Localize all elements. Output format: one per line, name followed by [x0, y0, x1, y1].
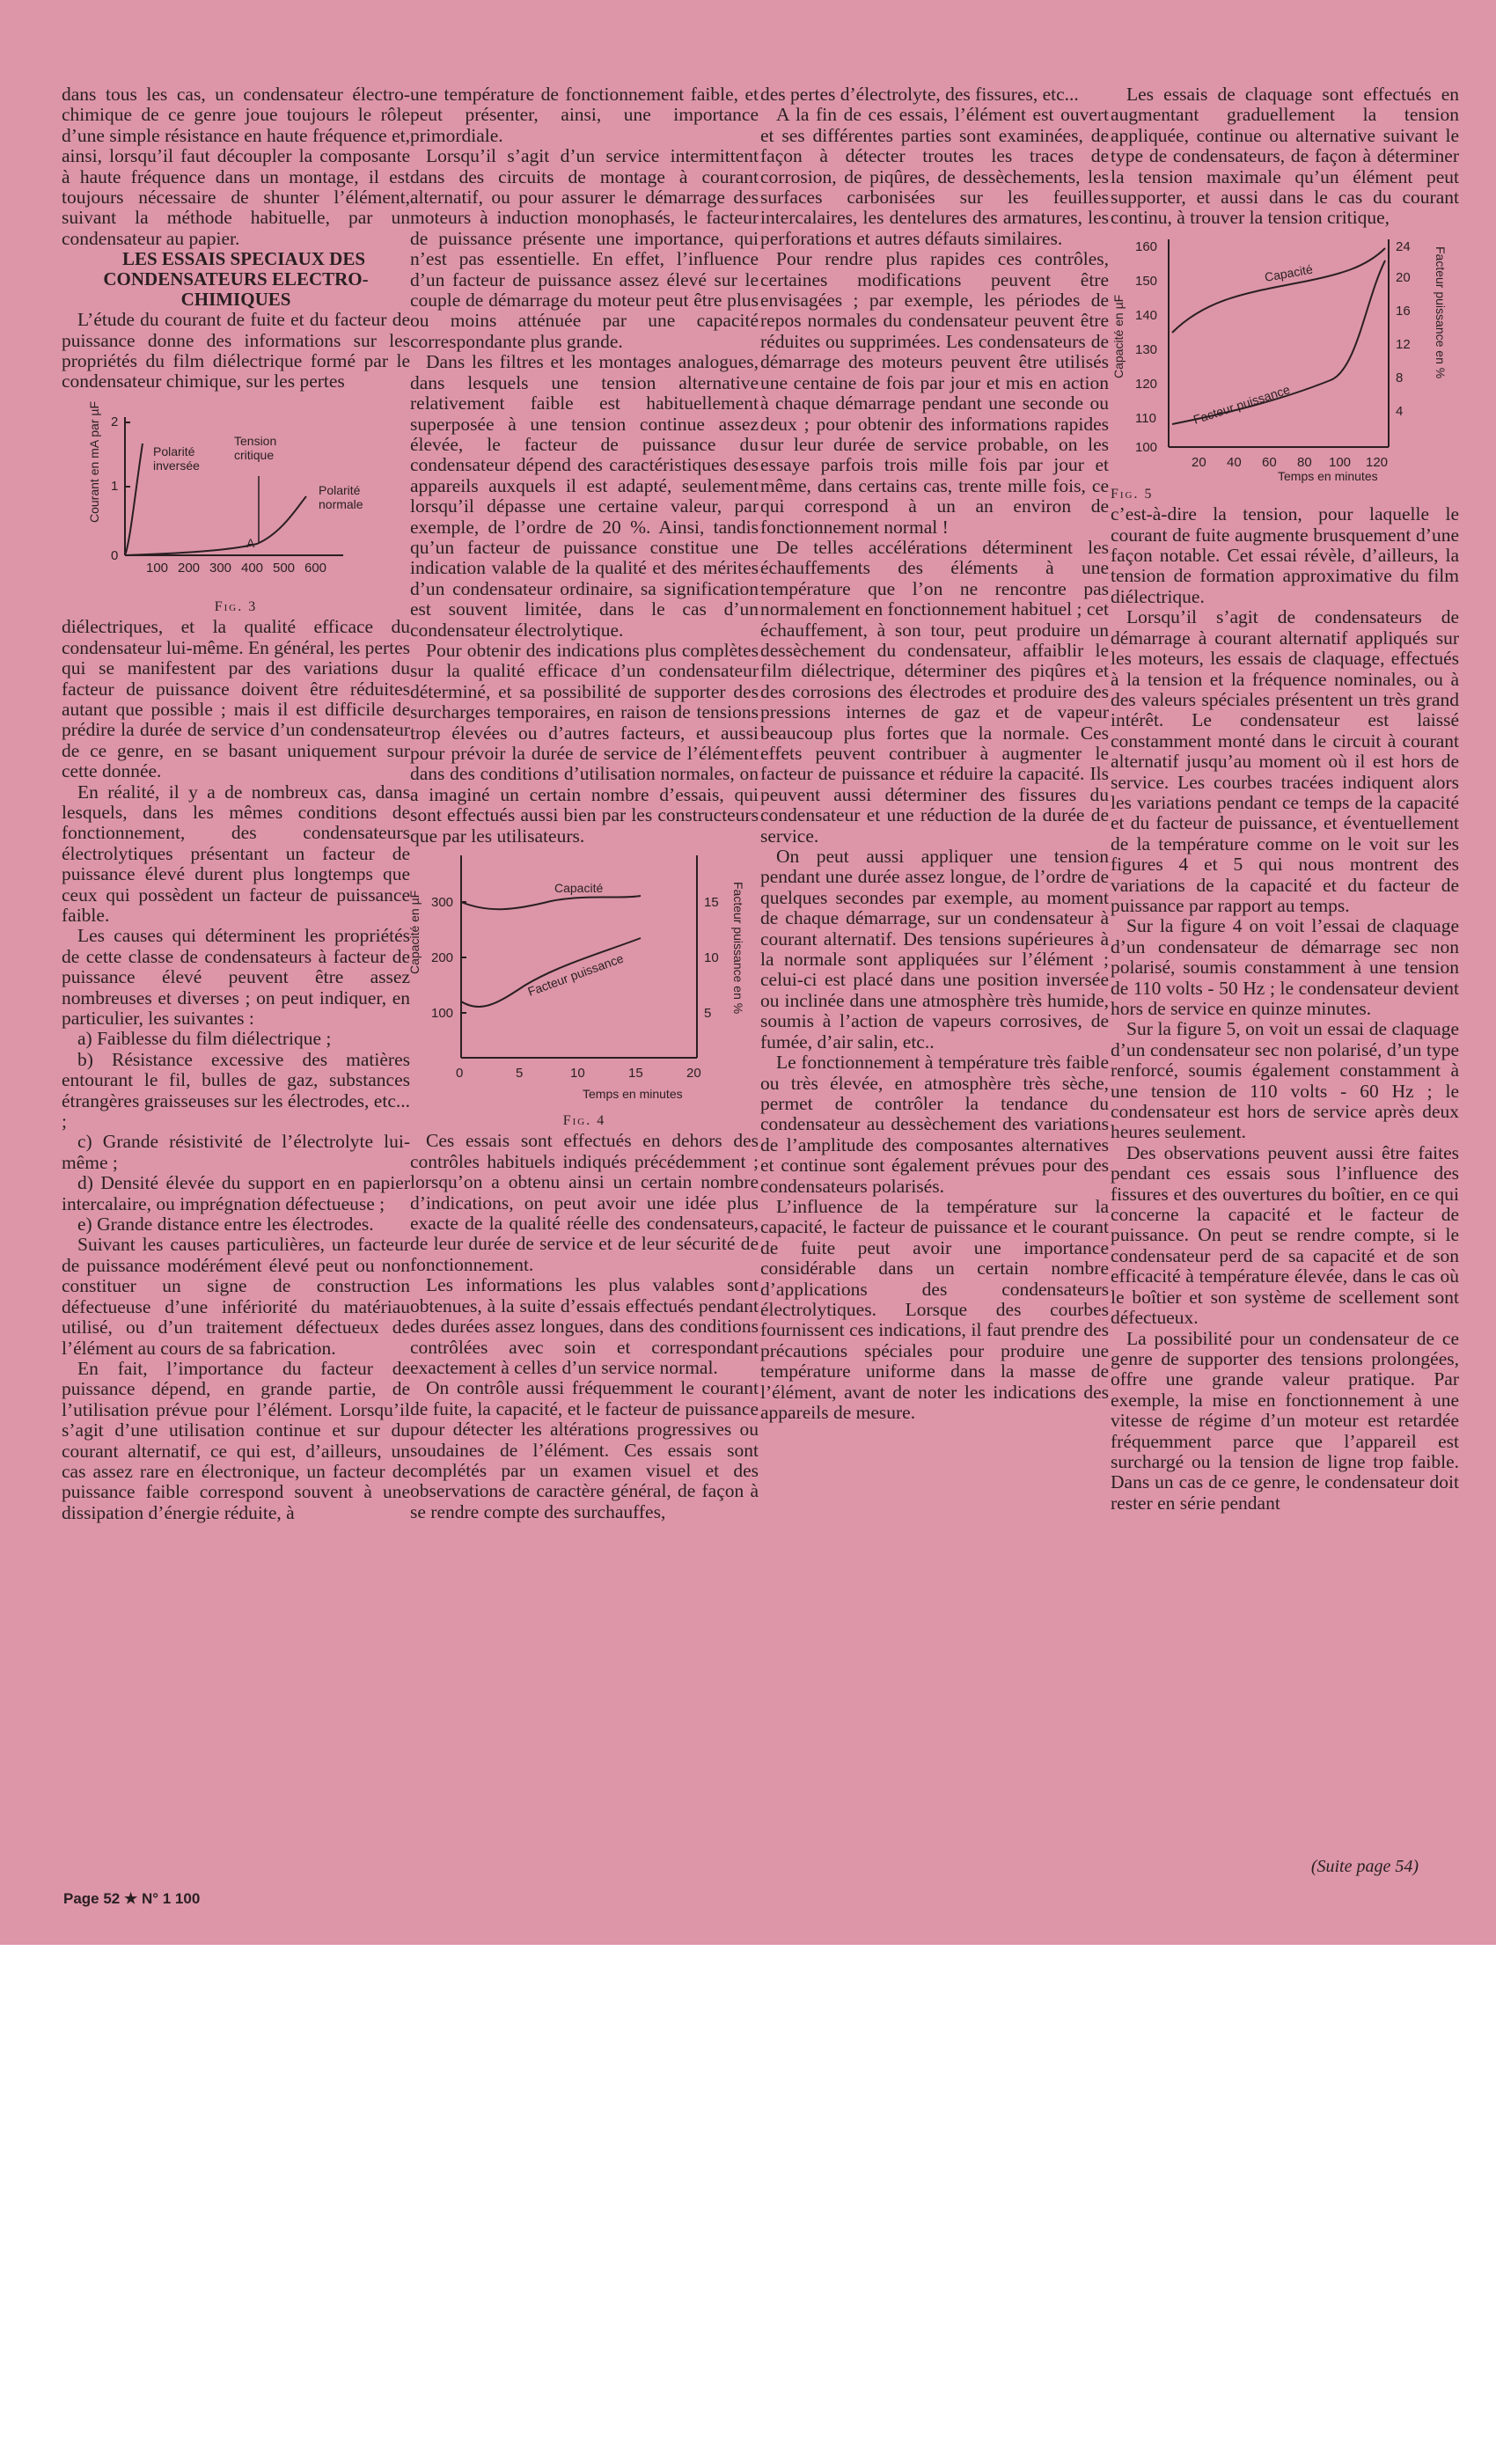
figure-3-chart [62, 392, 410, 597]
fig4-series-facteur [461, 938, 641, 1007]
fig4-xlabel: Temps en minutes [583, 1087, 683, 1102]
fig3-xtick: 600 [304, 560, 327, 576]
fig4-ytick-right: 10 [704, 950, 719, 966]
paragraph: dans tous les cas, un condensateur électro-chimique de ce genre joue toujours le rôle d’une simple résistance en haute fréquence et, ainsi, lorsqu’il faut découpler la composante à haute fréquence dans un montage, il est toujours nécessaire de shunter l’élément, suivant la méthode habituelle, par un condensateur au papier. [62, 84, 410, 249]
fig3-label: critique [234, 447, 275, 462]
fig5-xlabel: Temps en minutes [1278, 468, 1378, 483]
paragraph: Les causes qui déterminent les propriétés de cette classe de condensateurs à facteur de puissance élevé peuvent être assez nombreuses et diverses ; on peut indiquer, en particulier, les suivantes : [62, 925, 410, 1029]
fig5-xtick: 80 [1297, 454, 1312, 470]
list-item: d) Densité élevée du support en en papier intercalaire, ou imprégnation défectueuse ; [62, 1172, 410, 1214]
section-heading: LES ESSAIS SPECIAUX DES CONDENSATEURS ELECTRO-CHIMIQUES [103, 248, 369, 311]
fig3-xtick: 500 [273, 560, 296, 576]
fig4-xtick: 20 [686, 1066, 701, 1082]
fig3-label: Polarité [153, 444, 195, 458]
fig5-ytick-right: 4 [1396, 403, 1404, 419]
paragraph: En réalité, il y a de nombreux cas, dans lesquels, dans les mêmes conditions de fonctionnement, des condensateurs électrolytiques présentant un facteur de puissance élevé durent plus longtemps que ceux qui possèdent un facteur de puissance faible. [62, 781, 410, 926]
paragraph: Sur la figure 5, on voit un essai de claquage d’un condensateur sec non polarisé, d’un type renforcé, soumis également constamment à une tension de 110 volts - 60 Hz ; le condensateur est hors de service après deux heures seulement. [1111, 1018, 1459, 1143]
fig3-point-label: A [246, 535, 255, 550]
fig4-ytick-right: 15 [704, 895, 719, 911]
paragraph: Ces essais sont effectués en dehors des contrôles habituels indiqués précédemment ; lorsqu’on a obtenu ainsi un certain nombre d’indications, on peut avoir une idée plus exacte de la qualité réelle des condensateurs, de leur durée de service et de leur sécurité de fonctionnement. [410, 1130, 759, 1275]
fig4-series-capacite [461, 896, 641, 909]
paragraph: A la fin de ces essais, l’élément est ouvert et ses différentes parties sont examinées, de façon à détecter troutes les traces de corrosion, de piqûres, de dessèchements, les surfaces carbonisées sur les feuilles intercalaires, les dentelures des armatures, les perforations et autres défauts similaires. [760, 104, 1109, 249]
fig3-label: Polarité [319, 482, 361, 497]
fig5-ytick-right: 16 [1396, 303, 1411, 319]
page-number: Page 52 ★ N° 1 100 [63, 1890, 201, 1907]
fig3-xtick: 200 [178, 560, 201, 576]
fig5-series-capacite [1172, 248, 1385, 333]
fig5-series-label-capacite: Capacité [1263, 261, 1314, 284]
figure-caption: Fig. 3 [214, 598, 258, 614]
paragraph: Lorsqu’il s’agit de condensateurs de démarrage à courant alternatif appliqués sur les moteurs, les essais de claquage, effectués à la tension et la fréquence nominales, ou à des valeurs spéciales présentent un très grand intérêt. Le condensateur est laissé constamment monté dans le circuit à courant alternatif jusqu’au moment où il est hors de service. Les courbes tracées indiquent alors les variations pendant ce temps de la capacité et du facteur de puissance, et éventuellement de la température comme on le voit sur les figures 4 et 5 qui nous montrent des variations de la capacité et du facteur de puissance par rapport au temps. [1111, 606, 1459, 916]
paragraph: En fait, l’importance du facteur de puissance dépend, en grande partie, de l’utilisation prévue pour l’élément. Lorsqu’il s’agit d’une utilisation continue et sur du courant alternatif, ce qui est, d’ailleurs, un cas assez rare en électronique, un facteur de puissance faible correspond souvent à une dissipation d’énergie réduite, à [62, 1357, 410, 1523]
paragraph: L’étude du courant de fuite et du facteur de puissance donne des informations sur les propriétés du film diélectrique formé par le condensateur chimique, sur les pertes [62, 309, 410, 392]
list-item: b) Résistance excessive des matières entourant le fil, bulles de gaz, substances étrangères graisseuses sur les électrodes, etc... ; [62, 1048, 410, 1133]
figure-4-chart [407, 847, 759, 1111]
paragraph: Sur la figure 4 on voit l’essai de claquage d’un condensateur de démarrage sec non polarisé, soumis constamment à une tension de 110 volts - 50 Hz ; le condensateur devient hors de service en quinze minutes. [1111, 915, 1459, 1019]
paragraph: On contrôle aussi fréquemment le courant de fuite, la capacité, et le facteur de puissance pour détecter les altérations progressives ou soudaines de l’élément. Ces essais sont complétés par un examen visuel et des observations de caractère général, de façon à se rendre compte des surchauffes, [410, 1377, 759, 1522]
fig4-ylabel-right: Facteur puissance en % [731, 882, 745, 1015]
fig5-ytick-left: 100 [1135, 439, 1158, 455]
figure-caption: Fig. 4 [562, 1113, 606, 1129]
paragraph: Des observations peuvent aussi être faites pendant ces essais sous l’influence des fissures et des ouvertures du boîtier, en ce qui concerne la capacité et le facteur de puissance. On peut se rendre compte, si le condensateur perd de sa capacité et de son efficacité à température élevée, dans le cas où le boîtier et son système de scellement sont défectueux. [1111, 1141, 1459, 1329]
fig5-ytick-left: 110 [1135, 410, 1156, 426]
fig3-ylabel: Courant en mA par µF [87, 400, 101, 523]
fig5-ytick-left: 130 [1135, 341, 1158, 357]
fig5-xtick: 40 [1227, 454, 1242, 470]
fig4-series-label-facteur: Facteur puissance [525, 950, 626, 999]
fig3-xtick: 100 [146, 560, 169, 576]
fig3-ytick: 0 [111, 547, 119, 563]
paragraph: Dans les filtres et les montages analogues, dans lesquels une tension alternative relativement faible est habituellement superposée à une tension continue assez élevée, le facteur de puissance du condensateur dépend des caractéristiques des appareils auxquels il est adapté, seulement lorsqu’il dépasse une certaine valeur, par exemple, de l’ordre de 20 %. Ainsi, tandis qu’un facteur de puissance constitue une indication valable de la qualité et des mérites d’un condensateur ordinaire, sa signification est souvent limitée, dans le cas d’un condensateur électrolytique. [410, 351, 759, 641]
fig5-ytick-left: 150 [1135, 273, 1158, 289]
fig5-ylabel-right: Facteur puissance en % [1434, 246, 1448, 379]
list-item: c) Grande résistivité de l’électrolyte lui-même ; [62, 1131, 410, 1173]
paragraph: Les essais de claquage sont effectués en augmentant graduellement la tension appliquée, continue ou alternative suivant le type de condensateurs, de façon à déterminer la tension maximale qu’un élément peut supporter, et aussi dans le cas du courant continu, à trouver la tension critique, [1111, 84, 1459, 229]
figure-5-chart [1111, 229, 1459, 484]
list-item: a) Faiblesse du film diélectrique ; [77, 1028, 332, 1050]
paragraph: Les informations les plus valables sont obtenues, à la suite d’essais effectués pendant des durées assez longues, dans des conditions contrôlées avec soin et correspondant exactement à celles d’un service normal. [410, 1274, 759, 1378]
fig3-label: inversée [153, 458, 200, 473]
paragraph: De telles accélérations déterminent les échauffements des éléments à une température que l’on ne rencontre pas normalement en fonctionnement habituel ; cet échauffement, à son tour, peut produire un dessèchement du condensateur, affaiblir le film diélectrique, déterminer des piqûres et des corrosions des électrodes et produire des pressions internes de gaz et de vapeur beaucoup plus fortes que la normale. Ces effets peuvent contribuer à augmenter le facteur de puissance et réduire la capacité. Ils peuvent aussi déterminer des fissures du condensateur et une réduction de la durée de service. [760, 536, 1109, 847]
paragraph: Pour obtenir des indications plus complètes sur la qualité efficace d’un condensateur déterminé, et sa possibilité de supporter des surcharges temporaires, en raison de tensions trop élevées ou d’autres facteurs, et aussi pour prévoir la durée de service de l’élément dans des conditions d’utilisation normales, on a imaginé un certain nombre d’essais, qui sont effectués aussi bien par les constructeurs que par les utilisateurs. [410, 639, 759, 847]
fig5-xtick: 60 [1262, 454, 1277, 470]
column-1 [62, 84, 410, 1523]
fig5-xtick: 100 [1329, 454, 1352, 470]
fig4-xtick: 15 [628, 1066, 643, 1082]
continued-note: (Suite page 54) [1310, 1857, 1419, 1876]
fig5-ytick-right: 24 [1396, 238, 1411, 254]
fig5-xtick: 120 [1366, 454, 1389, 470]
fig5-ytick-right: 20 [1396, 269, 1411, 285]
fig4-ytick-right: 5 [704, 1006, 712, 1022]
fig3-ytick: 1 [111, 478, 119, 494]
fig4-xtick: 10 [570, 1066, 585, 1082]
paragraph: des pertes d’électrolyte, des fissures, etc... [760, 84, 1079, 105]
fig4-series-label-capacite: Capacité [554, 881, 604, 896]
fig5-ytick-right: 8 [1396, 370, 1404, 385]
fig5-ytick-left: 120 [1135, 376, 1158, 392]
fig5-series-label-facteur: Facteur puissance [1191, 382, 1292, 427]
paragraph: une température de fonctionnement faible, et peut présenter, ainsi, une importance primordiale. [410, 84, 759, 146]
paragraph: Le fonctionnement à température très faible ou très élevée, en atmosphère très sèche, permet de contrôler la tendance du condensateur au dessèchement des variations de l’amplitude des composantes alternatives et continue sont également prévues pour des condensateurs polarisés. [760, 1052, 1109, 1197]
fig4-ytick-left: 100 [431, 1006, 454, 1022]
fig3-xtick: 300 [209, 560, 232, 576]
paragraph: On peut aussi appliquer une tension pendant une durée assez longue, de l’ordre de quelques secondes par exemple, au moment de chaque démarrage, sur un condensateur à courant alternatif. Des tensions supérieures à la normale sont appliquées sur l’élément ; celui-ci est placé dans une position inversée ou inclinée dans une atmosphère très humide, soumis à l’action de vapeurs corrosives, de fumée, d’air salin, etc.. [760, 846, 1109, 1052]
paragraph: Lorsqu’il s’agit d’un service intermittent dans des circuits de montage à courant alternatif, ou pour assurer le démarrage des moteurs à induction monophasés, le facteur de puissance présente une importance, qui n’est pas essentielle. En effet, l’influence d’un facteur de puissance assez élevé sur le couple de démarrage du moteur peut être plus ou moins atténuée par une capacité correspondante plus grande. [410, 145, 759, 352]
fig5-ytick-left: 160 [1135, 238, 1158, 254]
paragraph: La possibilité pour un condensateur de ce genre de supporter des tensions prolongées, offre une grande valeur pratique. Par exemple, la mise en fonctionnement à une vitesse de régime d’un moteur est retardée fréquemment parce que l’appareil est surchargé ou la tension de ligne trop faible. Dans un cas de ce genre, le condensateur doit rester en série pendant [1111, 1327, 1459, 1514]
fig3-curve-normal [125, 496, 306, 555]
fig3-label: Tension [234, 433, 277, 448]
fig5-ylabel-left: Capacité en µF [1111, 294, 1126, 378]
figure-caption: Fig. 5 [1111, 486, 1154, 502]
paragraph: Suivant les causes particulières, un facteur de puissance modérément élevé peut ou non constituer un signe de construction défectueuse d’une infériorité du matériau utilisé, ou d’un traitement défectueux de l’élément au cours de sa fabrication. [62, 1234, 410, 1359]
fig3-xtick: 400 [241, 560, 264, 576]
fig3-label: normale [319, 496, 363, 511]
paragraph: c’est-à-dire la tension, pour laquelle le courant de fuite augmente brusquement d’une façon notable. Cet essai révèle, d’ailleurs, la tension de formation approximative du film diélectrique. [1111, 503, 1459, 607]
paragraph: L’influence de la température sur la capacité, le facteur de puissance et le courant de fuite peut avoir une importance considérable dans un certain nombre d’applications des condensateurs électrolytiques. Lorsque des courbes fournissent ces indications, il faut prendre des précautions spéciales pour produire une température uniforme dans la masse de l’élément, avant de noter les indications des appareils de mesure. [760, 1195, 1109, 1423]
fig4-xtick: 0 [456, 1066, 464, 1082]
fig4-ytick-left: 300 [431, 895, 454, 911]
fig5-ytick-left: 140 [1135, 307, 1158, 323]
paragraph: diélectriques, et la qualité efficace du condensateur lui-même. En général, les pertes qui se manifestent par des variations du facteur de puissance doivent être réduites autant que possible ; mais il est difficile de prédire la durée de service d’un condensateur de ce genre, en se basant uniquement sur cette donnée. [62, 616, 410, 782]
fig3-ytick: 2 [111, 414, 119, 429]
column-3 [760, 84, 1109, 1423]
fig5-xtick: 20 [1192, 454, 1206, 470]
fig3-curve-inversed [125, 444, 143, 555]
fig4-xtick: 5 [516, 1066, 524, 1082]
fig4-ytick-left: 200 [431, 950, 454, 966]
column-4 [1111, 84, 1459, 1514]
column-2 [407, 84, 759, 1522]
paragraph: Pour rendre plus rapides ces contrôles, certaines modifications peuvent être envisagées ; par exemple, les périodes de repos normales du condensateur peuvent être réduites ou supprimées. Les condensateurs de démarrage des moteurs peuvent être utilisés une centaine de fois par jour et mis en action à chaque démarrage pendant une seconde ou deux ; pour obtenir des informations rapides sur leur durée de service probable, on les essaye parfois trois mille fois par jour et même, dans certains cas, trente mille fois, ce qui correspond à un an environ de fonctionnement normal ! [760, 248, 1109, 538]
list-item: e) Grande distance entre les électrodes. [77, 1214, 374, 1236]
fig5-ytick-right: 12 [1396, 336, 1411, 352]
fig4-ylabel-left: Capacité en µF [407, 890, 422, 975]
